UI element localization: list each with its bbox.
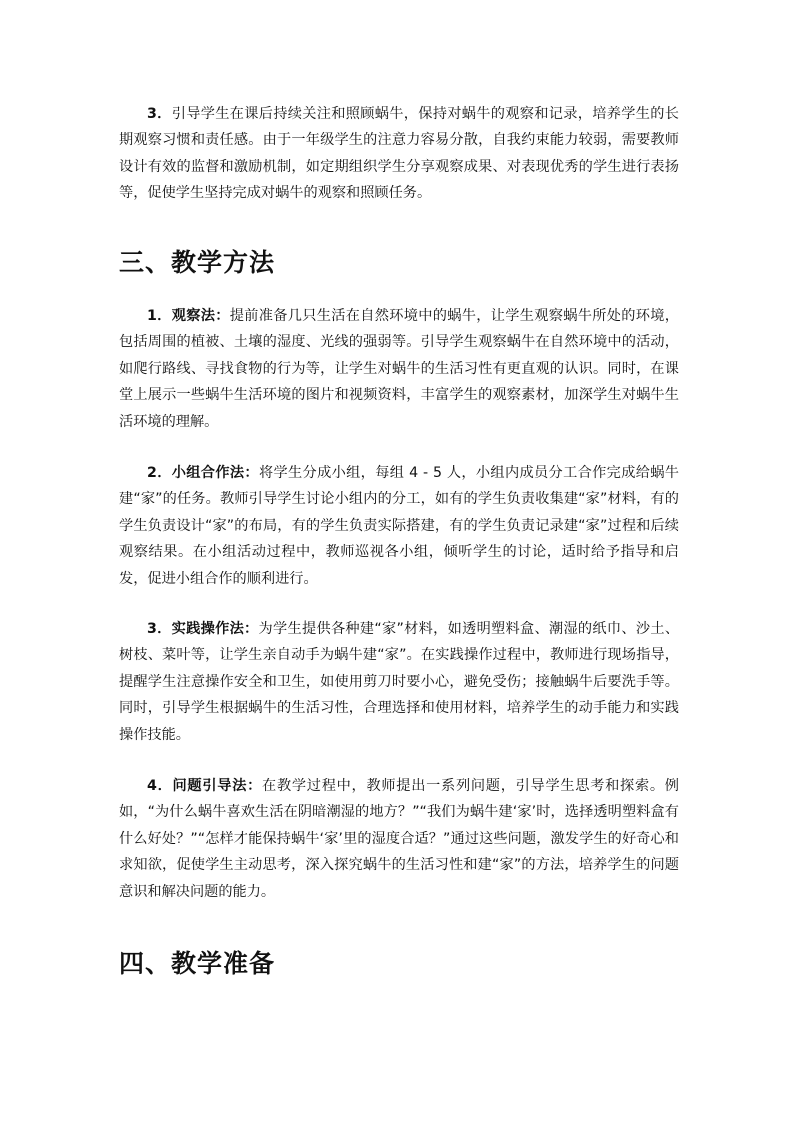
method-group-cooperation bbox=[119, 460, 679, 592]
method-title: 1．观察法： bbox=[147, 308, 230, 324]
method-observation bbox=[119, 303, 679, 435]
paragraph-number: 3． bbox=[147, 106, 172, 122]
paragraph-text: 引导学生在课后持续关注和照顾蜗牛，保持对蜗牛的观察和记录，培养学生的长期观察习惯和责任感。由于一年级学生的注意力容易分散，自我约束能力较弱，需要教师设计有效的监督和激励机制，如定期组织学生分享观察成果、对表现优秀的学生进行表扬等，促使学生坚持完成对蜗牛的观察和照顾任务。 bbox=[119, 106, 679, 202]
method-practical-operation bbox=[119, 616, 679, 748]
paragraph-observation-habit bbox=[119, 101, 679, 207]
method-text: 将学生分成小组，每组 4 - 5 人，小组内成员分工合作完成给蜗牛建“家”的任务。教师引导学生讨论小组内的分工，如有的学生负责收集建“家”材料，有的学生负责设计“家”的布局，有的学生负责实际搭建，有的学生负责记录建“家”过程和后续观察结果。在小组活动过程中，教师巡视各小组，倾听学生的讨论，适时给予指导和启发，促进小组合作的顺利进行。 bbox=[119, 465, 679, 587]
method-title: 2．小组合作法： bbox=[147, 465, 259, 481]
method-text: 在教学过程中，教师提出一系列问题，引导学生思考和探索。例如，“为什么蜗牛喜欢生活在阴暗潮湿的地方？”“我们为蜗牛建‘家’时，选择透明塑料盒有什么好处？”“怎样才能保持蜗牛‘家’里的湿度合适？”通过这些问题，激发学生的好奇心和求知欲，促使学生主动思考，深入探究蜗牛的生活习性和建“家”的方法，培养学生的问题意识和解决问题的能力。 bbox=[119, 778, 679, 900]
method-title: 4．问题引导法： bbox=[147, 778, 263, 794]
method-question-guidance bbox=[119, 773, 679, 905]
section-title-teaching-methods: 三、教学方法 bbox=[119, 248, 276, 277]
section-title-teaching-preparation: 四、教学准备 bbox=[119, 949, 276, 978]
method-text: 提前准备几只生活在自然环境中的蜗牛，让学生观察蜗牛所处的环境，包括周围的植被、土壤的湿度、光线的强弱等。引导学生观察蜗牛在自然环境中的活动，如爬行路线、寻找食物的行为等，让学生对蜗牛的生活习性有更直观的认识。同时，在课堂上展示一些蜗牛生活环境的图片和视频资料，丰富学生的观察素材，加深学生对蜗牛生活环境的理解。 bbox=[119, 308, 679, 430]
method-text: 为学生提供各种建“家”材料，如透明塑料盒、潮湿的纸巾、沙土、树枝、菜叶等，让学生亲自动手为蜗牛建“家”。在实践操作过程中，教师进行现场指导，提醒学生注意操作安全和卫生，如使用剪刀时要小心，避免受伤；接触蜗牛后要洗手等。同时，引导学生根据蜗牛的生活习性，合理选择和使用材料，培养学生的动手能力和实践操作技能。 bbox=[119, 621, 680, 743]
method-title: 3．实践操作法： bbox=[147, 621, 259, 637]
